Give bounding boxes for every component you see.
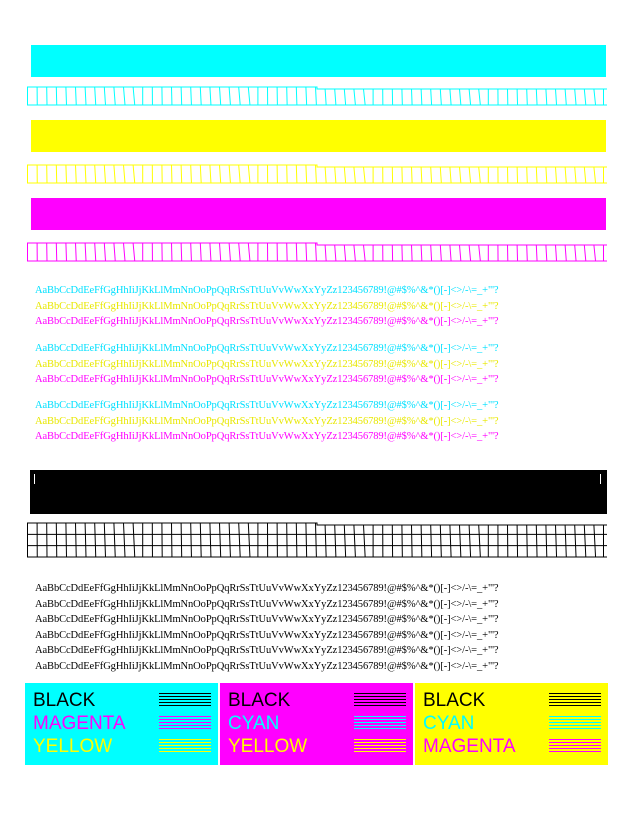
sample-text-line: AaBbCcDdEeFfGgHhIiJjKkLlMmNnOoPpQqRrSsTtUuVvWwXxYyZz123456789!@#$%^&*()[-]<>/-\=_+"'?	[35, 343, 499, 354]
magenta-bar	[31, 198, 606, 230]
sample-text-line: AaBbCcDdEeFfGgHhIiJjKkLlMmNnOoPpQqRrSsTtUuVvWwXxYyZz123456789!@#$%^&*()[-]<>/-\=_+"'?	[35, 316, 499, 327]
swatch-label-cyan: CYAN	[228, 713, 280, 734]
sample-text-line: AaBbCcDdEeFfGgHhIiJjKkLlMmNnOoPpQqRrSsTtUuVvWwXxYyZz123456789!@#$%^&*()[-]<>/-\=_+"'?	[35, 645, 499, 656]
cyan-bar	[31, 45, 606, 77]
swatch-yellow	[415, 683, 608, 765]
swatch-labels	[423, 689, 516, 758]
sample-text-line: AaBbCcDdEeFfGgHhIiJjKkLlMmNnOoPpQqRrSsTtUuVvWwXxYyZz123456789!@#$%^&*()[-]<>/-\=_+"'?	[35, 629, 499, 641]
swatch-magenta	[220, 683, 413, 765]
black-text-block	[35, 581, 499, 674]
swatch-line-pattern	[549, 689, 601, 755]
swatch-line-pattern	[354, 689, 406, 755]
bar-tick	[34, 474, 35, 484]
swatch-label-yellow: YELLOW	[228, 736, 308, 757]
sample-text-line: AaBbCcDdEeFfGgHhIiJjKkLlMmNnOoPpQqRrSsTtUuVvWwXxYyZz123456789!@#$%^&*()[-]<>/-\=_+"'?	[35, 614, 499, 625]
sample-text-line: AaBbCcDdEeFfGgHhIiJjKkLlMmNnOoPpQqRrSsTtUuVvWwXxYyZz123456789!@#$%^&*()[-]<>/-\=_+"'?	[35, 400, 499, 411]
magenta-grid-svg	[27, 242, 607, 266]
bar-tick	[600, 474, 601, 484]
swatch-label-magenta: MAGENTA	[33, 713, 126, 734]
magenta-alignment-grid	[27, 242, 607, 266]
swatch-label-yellow: YELLOW	[33, 736, 113, 757]
swatch-label-black: BLACK	[423, 690, 486, 711]
sample-text-line: AaBbCcDdEeFfGgHhIiJjKkLlMmNnOoPpQqRrSsTtUuVvWwXxYyZz123456789!@#$%^&*()[-]<>/-\=_+"'?	[35, 415, 499, 427]
sample-text-line: AaBbCcDdEeFfGgHhIiJjKkLlMmNnOoPpQqRrSsTtUuVvWwXxYyZz123456789!@#$%^&*()[-]<>/-\=_+"'?	[35, 660, 499, 672]
swatch-label-black: BLACK	[33, 690, 96, 711]
sample-text-line: AaBbCcDdEeFfGgHhIiJjKkLlMmNnOoPpQqRrSsTtUuVvWwXxYyZz123456789!@#$%^&*()[-]<>/-\=_+"'?	[35, 598, 499, 610]
swatch-label-cyan: CYAN	[423, 713, 475, 734]
swatch-labels	[33, 689, 126, 758]
swatch-label-black: BLACK	[228, 690, 291, 711]
black-grid-svg	[27, 522, 607, 562]
swatch-cyan	[25, 683, 218, 765]
yellow-alignment-grid	[27, 164, 607, 188]
sample-text-line: AaBbCcDdEeFfGgHhIiJjKkLlMmNnOoPpQqRrSsTtUuVvWwXxYyZz123456789!@#$%^&*()[-]<>/-\=_+"'?	[35, 285, 499, 296]
yellow-grid-svg	[27, 164, 607, 188]
black-bar	[30, 470, 607, 514]
cyan-grid-svg	[27, 86, 607, 110]
yellow-bar	[31, 120, 606, 152]
swatch-label-magenta: MAGENTA	[423, 736, 516, 757]
color-text-group-3	[35, 398, 499, 445]
cyan-alignment-grid	[27, 86, 607, 110]
swatch-line-pattern	[159, 689, 211, 755]
sample-text-line: AaBbCcDdEeFfGgHhIiJjKkLlMmNnOoPpQqRrSsTtUuVvWwXxYyZz123456789!@#$%^&*()[-]<>/-\=_+"'?	[35, 374, 499, 385]
sample-text-line: AaBbCcDdEeFfGgHhIiJjKkLlMmNnOoPpQqRrSsTtUuVvWwXxYyZz123456789!@#$%^&*()[-]<>/-\=_+"'?	[35, 358, 499, 370]
sample-text-line: AaBbCcDdEeFfGgHhIiJjKkLlMmNnOoPpQqRrSsTtUuVvWwXxYyZz123456789!@#$%^&*()[-]<>/-\=_+"'?	[35, 300, 499, 312]
color-text-group-2	[35, 341, 499, 388]
black-alignment-grid	[27, 522, 607, 562]
sample-text-line: AaBbCcDdEeFfGgHhIiJjKkLlMmNnOoPpQqRrSsTtUuVvWwXxYyZz123456789!@#$%^&*()[-]<>/-\=_+"'?	[35, 431, 499, 442]
color-text-group-1	[35, 283, 499, 330]
swatch-labels	[228, 689, 307, 758]
sample-text-line: AaBbCcDdEeFfGgHhIiJjKkLlMmNnOoPpQqRrSsTtUuVvWwXxYyZz123456789!@#$%^&*()[-]<>/-\=_+"'?	[35, 583, 499, 594]
